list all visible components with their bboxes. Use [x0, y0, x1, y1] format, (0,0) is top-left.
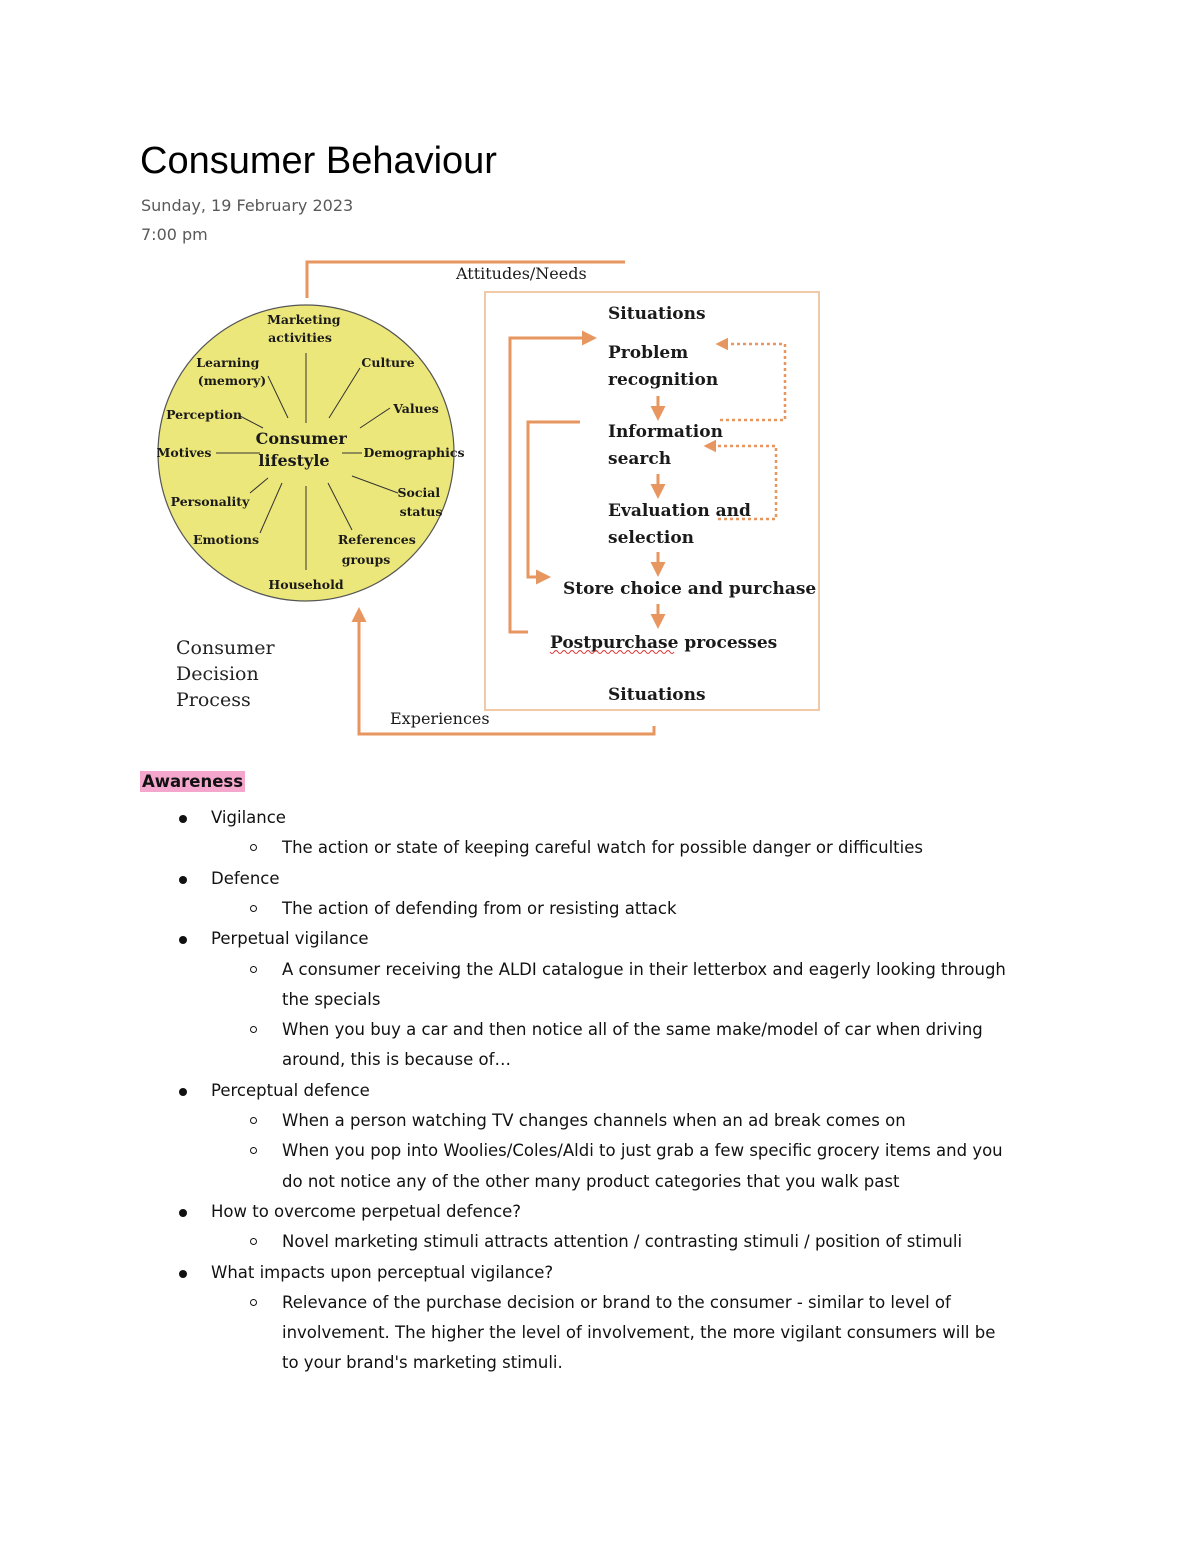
sub-bullet-circle-icon [250, 905, 257, 912]
step-store-choice: Store choice and purchase [563, 579, 817, 599]
wheel-item-household: Household [268, 577, 344, 592]
sub-bullet-line: involvement. The higher the level of involvement, the more vigilant consumers will be [282, 1323, 996, 1343]
wheel-item-marketing: Marketing activities [267, 312, 341, 345]
sub-bullet-line: When you pop into Woolies/Coles/Aldi to just grab a few specific grocery items and you [282, 1141, 1003, 1161]
sub-bullet-circle-icon [250, 1117, 257, 1124]
wheel-item-learning: Learning (memory) [196, 355, 267, 388]
sub-bullet-circle-icon [250, 1147, 257, 1154]
sub-bullet-circle-icon [250, 1238, 257, 1245]
consumer-decision-diagram [140, 248, 860, 748]
page-time: 7:00 pm [141, 225, 208, 244]
situations-bottom: Situations [608, 685, 706, 705]
step-problem-recognition: Problem recognition [608, 343, 719, 390]
sub-bullet-line: Novel marketing stimuli attracts attention / contrasting stimuli / position of stimuli [282, 1232, 963, 1252]
bracket-inner [528, 422, 580, 577]
wheel-item-emotions: Emotions [192, 532, 260, 547]
wheel-item-motives: Motives [156, 445, 212, 460]
sub-bullet-line: The action of defending from or resisting attack [282, 898, 677, 918]
dotted-loop-upper [718, 344, 785, 420]
step-information-search: Information search [608, 422, 723, 469]
wheel-item-perception: Perception [166, 407, 242, 422]
page-title: Consumer Behaviour [140, 140, 497, 182]
bullet-text: Vigilance [211, 808, 286, 827]
sub-bullet-line: around, this is because of… [282, 1050, 511, 1070]
sub-bullet-line: When you buy a car and then notice all of the same make/model of car when driving [282, 1020, 983, 1040]
bullet-dot-icon [179, 1270, 187, 1278]
sub-bullet-circle-icon [250, 1026, 257, 1033]
bullet-text: What impacts upon perceptual vigilance? [211, 1262, 554, 1282]
attitudes-needs-label: Attitudes/Needs [456, 264, 587, 283]
bullet-dot-icon [179, 815, 187, 823]
bullet-text: How to overcome perpetual defence? [211, 1201, 522, 1221]
sub-bullet-circle-icon [250, 966, 257, 973]
wheel-center-label: Consumer lifestyle [255, 429, 347, 470]
bullet-text: Perceptual defence [211, 1080, 370, 1100]
sub-bullet-line: Relevance of the purchase decision or brand to the consumer - similar to level of [282, 1292, 951, 1312]
step-postpurchase: Postpurchase processes [550, 633, 778, 653]
bullet-dot-icon [179, 876, 187, 884]
awareness-heading: Awareness [142, 772, 244, 791]
sub-bullet-circle-icon [250, 1299, 257, 1306]
wheel-item-social: Social status [397, 485, 443, 519]
section-heading [140, 772, 245, 791]
wheel-item-demographics: Demographics [363, 445, 465, 460]
experiences-label: Experiences [390, 709, 490, 728]
bullet-text: Defence [211, 868, 280, 888]
sub-bullet-circle-icon [250, 844, 257, 851]
sub-bullet-line: the specials [282, 989, 381, 1009]
sub-bullet-line: The action or state of keeping careful watch for possible danger or difficulties [282, 838, 923, 858]
wheel-item-personality: Personality [170, 494, 250, 509]
sub-bullet-line: to your brand's marketing stimuli. [282, 1353, 563, 1373]
step-evaluation-selection: Evaluation and selection [608, 501, 751, 548]
bullet-dot-icon [179, 1209, 187, 1217]
bullet-dot-icon [179, 1088, 187, 1096]
page-date: Sunday, 19 February 2023 [141, 196, 354, 215]
bullet-dot-icon [179, 936, 187, 944]
wheel-item-values: Values [393, 401, 439, 416]
diagram-canvas [140, 248, 860, 748]
sub-bullet-line: A consumer receiving the ALDI catalogue in their letterbox and eagerly looking through [282, 959, 1006, 979]
situations-top: Situations [608, 304, 706, 324]
bullet-text: Perpetual vigilance [211, 929, 369, 949]
sub-bullet-line: When a person watching TV changes channels when an ad break comes on [282, 1111, 906, 1130]
wheel-item-references: References groups [337, 532, 416, 567]
wheel-item-culture: Culture [361, 355, 415, 370]
sub-bullet-line: do not notice any of the other many product categories that you walk past [282, 1171, 900, 1191]
diagram-caption: Consumer Decision Process [176, 637, 275, 711]
